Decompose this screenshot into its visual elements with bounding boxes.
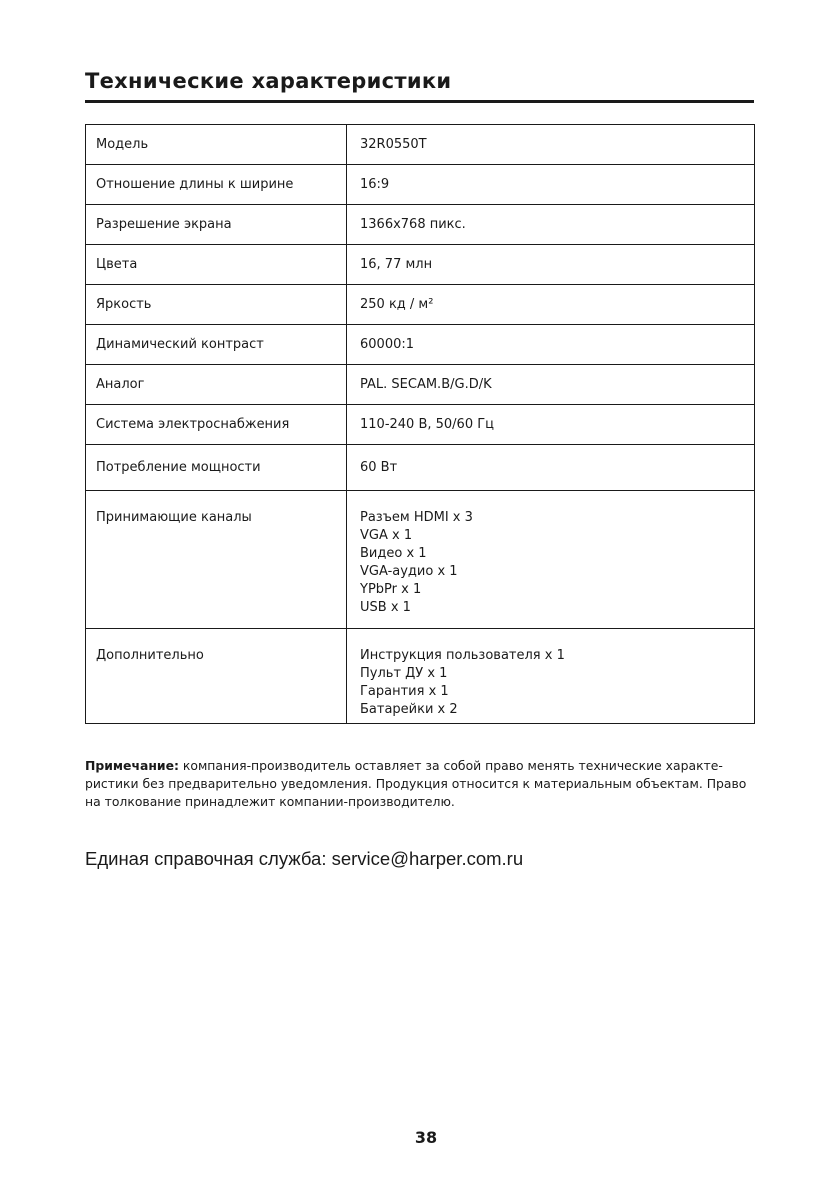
list-item: Видео x 1 [360, 546, 427, 561]
spec-value: 60000:1 [347, 325, 755, 365]
spec-value: PAL. SECAM.B/G.D/K [347, 365, 755, 405]
spec-label: Отношение длины к ширине [86, 165, 347, 205]
note-text: компания-производитель оставляет за собой право менять технические характе-ристики без предварительно уведомления. Продукция относится к материальным объектам. Право на толкование принадлежит компании-производителю. [85, 758, 747, 809]
list-item: Инструкция пользователя x 1 [360, 648, 565, 663]
spec-value: 60 Вт [347, 445, 755, 491]
spec-label: Динамический контраст [86, 325, 347, 365]
list-item: YPbPr x 1 [360, 582, 422, 597]
list-item: Пульт ДУ x 1 [360, 666, 448, 681]
list-item: USB x 1 [360, 600, 411, 615]
spec-value: 32R0550T [347, 125, 755, 165]
spec-label: Модель [86, 125, 347, 165]
list-item: VGA-аудио x 1 [360, 564, 458, 579]
table-row [86, 165, 755, 205]
spec-value: 1366x768 пикс. [347, 205, 755, 245]
spec-label: Разрешение экрана [86, 205, 347, 245]
page-title: Технические характеристики [85, 69, 452, 93]
spec-label: Система электроснабжения [86, 405, 347, 445]
spec-label: Яркость [86, 285, 347, 325]
table-row [86, 365, 755, 405]
list-item: Разъем HDMI x 3 [360, 510, 473, 525]
spec-label: Аналог [86, 365, 347, 405]
spec-value-list [347, 629, 755, 724]
specifications-table [85, 124, 755, 724]
table-row [86, 629, 755, 724]
table-row [86, 245, 755, 285]
spec-value-list [347, 491, 755, 629]
spec-value: 16, 77 млн [347, 245, 755, 285]
table-row [86, 125, 755, 165]
spec-value: 110-240 В, 50/60 Гц [347, 405, 755, 445]
table-row [86, 405, 755, 445]
table-row [86, 325, 755, 365]
spec-label: Принимающие каналы [86, 491, 347, 629]
table-row [86, 285, 755, 325]
page-number: 38 [414, 1128, 438, 1147]
spec-label: Цвета [86, 245, 347, 285]
table-row [86, 205, 755, 245]
spec-label: Потребление мощности [86, 445, 347, 491]
list-item: Батарейки x 2 [360, 702, 458, 717]
spec-value: 16:9 [347, 165, 755, 205]
spec-value: 250 кд / м² [347, 285, 755, 325]
service-contact: Единая справочная служба: service@harper.com.ru [85, 848, 524, 869]
table-row [86, 445, 755, 491]
note-paragraph [85, 757, 754, 811]
table-row [86, 491, 755, 629]
spec-label: Дополнительно [86, 629, 347, 724]
title-underline [85, 100, 754, 103]
list-item: VGA x 1 [360, 528, 413, 543]
list-item: Гарантия x 1 [360, 684, 449, 699]
note-label: Примечание: [85, 758, 179, 773]
